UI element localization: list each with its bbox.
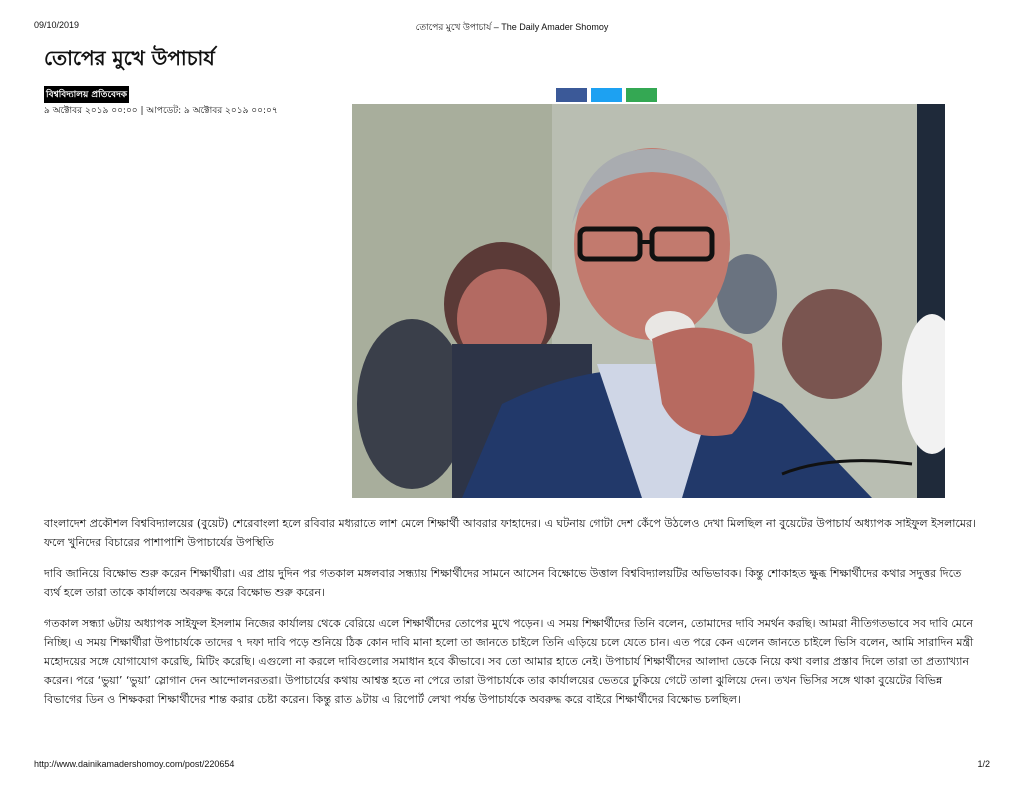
facebook-share-button[interactable] (556, 88, 587, 102)
share-bar (556, 88, 657, 102)
article-body (44, 514, 980, 721)
print-date: 09/10/2019 (34, 20, 80, 30)
print-page-title: তোপের মুখে উপাচার্য – The Daily Amader Shomoy (415, 22, 609, 32)
article-byline: বিশ্ববিদ্যালয় প্রতিবেদক (44, 86, 129, 103)
article-dates: ৯ অক্টোবর ২০১৯ ০০:০০ | আপডেট: ৯ অক্টোবর ২০১৯ ০০:০৭ (44, 106, 278, 116)
article-headline: তোপের মুখে উপাচার্য (44, 46, 215, 70)
article-paragraph: বাংলাদেশ প্রকৌশল বিশ্ববিদ্যালয়ের (বুয়েট) শেরেবাংলা হলে রবিবার মধ্যরাতে লাশ মেলে শিক্ষার্থী আবরার ফাহাদের। এ ঘটনায় গোটা দেশ কেঁপে উঠলেও দেখা মিলছিল না বুয়েটের উপাচার্য অধ্যাপক সাইফুল ইসলামের। ফলে খুনিদের বিচারের পাশাপাশি উপাচার্যের উপস্থিতি (44, 517, 976, 549)
print-page-number: 1/2 (977, 759, 990, 769)
article-photo (352, 104, 945, 498)
article-paragraph: গতকাল সন্ধ্যা ৬টায় অধ্যাপক সাইফুল ইসলাম নিজের কার্যালয় থেকে বেরিয়ে এলে শিক্ষার্থীদের তোপের মুখে পড়েন। এ সময় শিক্ষার্থীদের তিনি বলেন, তোমাদের দাবি সমর্থন করছি। আমরা নীতিগতভাবে সব দাবি মেনে নিচ্ছি। এ সময় শিক্ষার্থীরা উপাচার্যকে তাদের ৭ দফা দাবি পড়ে শুনিয়ে ঠিক কোন দাবি মানা হলো তা জানতে চাইলে তিনি এড়িয়ে চলে যেতে চান। এত পরে কেন এলেন জানতে চাইলে ভিসি বলেন, আমি সারাদিন মন্ত্রী মহোদয়ের সঙ্গে যোগাযোগ করেছি, মিটিং করেছি। এগুলো না করলে দাবিগুলোর সমাধান হবে কীভাবে। সব তো আমার হাতে নেই। উপাচার্য শিক্ষার্থীদের আলাদা ডেকে নিয়ে কথা বলার প্রস্তাব দিলে তারা তা প্রত্যাখ্যান করেন। পরে ‘ভুয়া’ ‘ভুয়া’ স্লোগান দেন আন্দোলনরতরা। উপাচার্যের কথায় আশ্বস্ত হতে না পেরে তারা উপাচার্যকে তার কার্যালয়ের ভেতরে ঢুকিয়ে গেটে তালা ঝুলিয়ে দেন। তখন ভিসির সঙ্গে থাকা বুয়েটের বিভিন্ন বিভাগের ডিন ও শিক্ষকরা শিক্ষার্থীদের শান্ত করার চেষ্টা করেন। কিন্তু রাত ৯টায় এ রিপোর্ট লেখা পর্যন্ত উপাচার্যকে অবরুদ্ধ করে বাইরে শিক্ষার্থীদের বিক্ষোভ চলছিল। (44, 617, 974, 706)
article-photo-illustration (352, 104, 945, 498)
article-paragraph: দাবি জানিয়ে বিক্ষোভ শুরু করেন শিক্ষার্থীরা। এর প্রায় দুদিন পর গতকাল মঙ্গলবার সন্ধ্যায় শিক্ষার্থীদের সামনে আসেন বিক্ষোভে উত্তাল বিশ্ববিদ্যালয়টির অভিভাবক। কিন্তু শোকাহত ক্ষুব্ধ শিক্ষার্থীদের কথার সদুত্তর দিতে ব্যর্থ হলে তারা তাকে কার্যালয়ে অবরুদ্ধ করে বিক্ষোভ শুরু করেন। (44, 567, 962, 599)
print-footer-url: http://www.dainikamadershomoy.com/post/220654 (34, 759, 235, 769)
twitter-share-button[interactable] (591, 88, 622, 102)
share-button[interactable] (626, 88, 657, 102)
